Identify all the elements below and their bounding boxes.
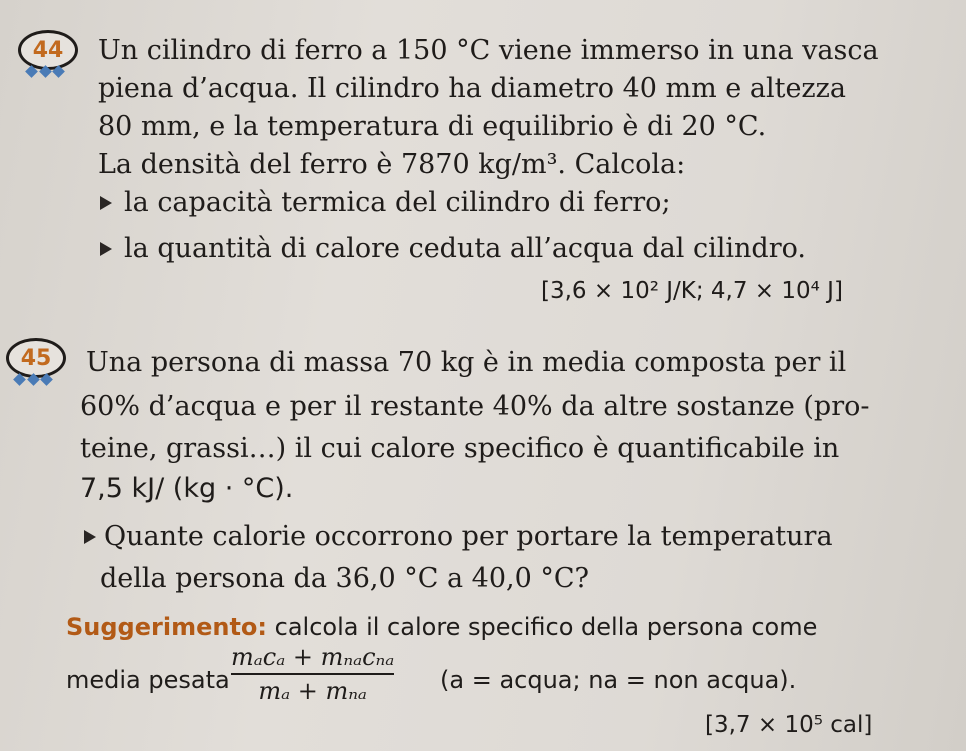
weighted-average-formula	[231, 642, 394, 706]
bullet-triangle-icon	[100, 242, 112, 256]
difficulty-dots-icon	[27, 66, 63, 76]
hint-label: Suggerimento:	[66, 613, 267, 641]
problem-44-number: 44	[32, 37, 64, 63]
hint-weighted-average-text: media pesata	[66, 666, 230, 694]
hint-legend-text: (a = acqua; na = non acqua).	[440, 666, 797, 694]
problem-45-number: 45	[20, 345, 52, 371]
problem-44-answer: [3,6 × 10² J/K; 4,7 × 10⁴ J]	[541, 278, 843, 304]
problem-45-line-3: teine, grassi…) il cui calore specifico è quantificabile in	[80, 433, 840, 464]
problem-44-bullet-2: la quantità di calore ceduta all’acqua dal cilindro.	[124, 233, 806, 264]
formula-denominator: mₐ + mₙₐ	[258, 677, 367, 705]
bullet-triangle-icon	[100, 196, 112, 210]
difficulty-dots-icon	[15, 374, 51, 384]
problem-44-line-3: 80 mm, e la temperatura di equilibrio è di 20 °C.	[98, 111, 767, 142]
problem-45-bullet-line-1: Quante calorie occorrono per portare la temperatura	[104, 521, 833, 552]
problem-44-line-2: piena d’acqua. Il cilindro ha diametro 40 mm e altezza	[98, 73, 846, 104]
problem-45-hint-line-2-end	[440, 663, 796, 697]
problem-44-number-badge	[18, 30, 78, 70]
problem-45-hint-line-1	[66, 610, 817, 644]
problem-45-hint-line-2-start	[66, 663, 230, 697]
fraction-bar	[231, 673, 394, 675]
problem-45-line-2: 60% d’acqua e per il restante 40% da altre sostanze (pro-	[80, 391, 870, 422]
problem-45-number-badge	[6, 338, 66, 378]
problem-45-line-4: 7,5 kJ/ (kg · °C).	[80, 473, 294, 504]
hint-text: calcola il calore specifico della persona come	[274, 613, 818, 641]
bullet-triangle-icon	[84, 530, 96, 544]
problem-45-bullet-line-2: della persona da 36,0 °C a 40,0 °C?	[100, 563, 589, 594]
formula-numerator: mₐcₐ + mₙₐcₙₐ	[231, 643, 395, 671]
problem-45-answer: [3,7 × 10⁵ cal]	[705, 712, 873, 738]
problem-44-line-4: La densità del ferro è 7870 kg/m³. Calcola:	[98, 149, 686, 180]
problem-44-bullet-1: la capacità termica del cilindro di ferro;	[124, 187, 671, 218]
problem-44-line-1: Un cilindro di ferro a 150 °C viene immerso in una vasca	[98, 35, 879, 66]
problem-45-line-1: Una persona di massa 70 kg è in media composta per il	[86, 347, 847, 378]
